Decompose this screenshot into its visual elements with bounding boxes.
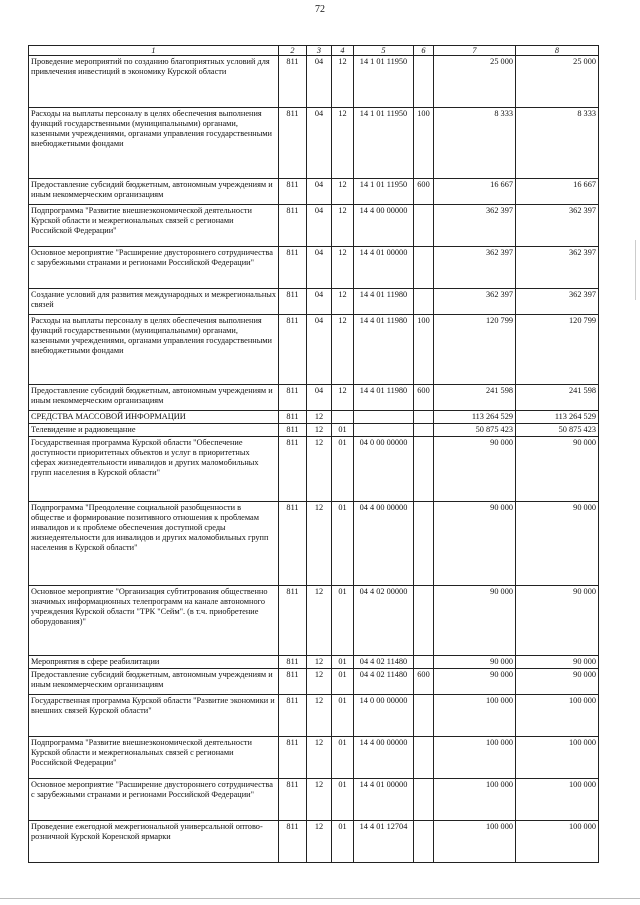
cell-name: Основное мероприятие "Расширение двустороннего сотрудничества с зарубежными странами и регионами Российской Федерации" bbox=[29, 779, 279, 821]
table-row bbox=[29, 656, 599, 669]
cell-subsection bbox=[332, 411, 354, 424]
cell-amount-approved: 8 333 bbox=[516, 108, 599, 179]
table-row bbox=[29, 437, 599, 502]
cell-amount-planned: 100 000 bbox=[434, 695, 516, 737]
cell-amount-planned: 362 397 bbox=[434, 289, 516, 315]
cell-subsection: 01 bbox=[332, 424, 354, 437]
cell-name: Проведение ежегодной межрегиональной универсальной оптово-розничной Курской Коренской ярмарки bbox=[29, 821, 279, 863]
cell-amount-planned: 8 333 bbox=[434, 108, 516, 179]
column-header: 3 bbox=[307, 46, 332, 56]
cell-target-article bbox=[354, 424, 414, 437]
cell-amount-planned: 362 397 bbox=[434, 205, 516, 247]
cell-section: 04 bbox=[307, 385, 332, 411]
cell-amount-planned: 113 264 529 bbox=[434, 411, 516, 424]
cell-subsection: 01 bbox=[332, 779, 354, 821]
cell-admin-code: 811 bbox=[279, 737, 307, 779]
cell-amount-approved: 100 000 bbox=[516, 737, 599, 779]
cell-expense-type: 600 bbox=[414, 669, 434, 695]
cell-subsection: 01 bbox=[332, 821, 354, 863]
cell-target-article: 14 1 01 11950 bbox=[354, 56, 414, 108]
cell-expense-type bbox=[414, 779, 434, 821]
cell-amount-approved: 90 000 bbox=[516, 437, 599, 502]
cell-target-article: 14 4 01 11980 bbox=[354, 289, 414, 315]
table-body bbox=[29, 56, 599, 863]
cell-amount-planned: 362 397 bbox=[434, 247, 516, 289]
cell-amount-planned: 120 799 bbox=[434, 315, 516, 385]
column-header: 1 bbox=[29, 46, 279, 56]
cell-target-article: 14 4 01 00000 bbox=[354, 779, 414, 821]
cell-subsection: 12 bbox=[332, 247, 354, 289]
cell-section: 04 bbox=[307, 108, 332, 179]
cell-target-article: 04 4 02 11480 bbox=[354, 656, 414, 669]
cell-amount-approved: 113 264 529 bbox=[516, 411, 599, 424]
cell-admin-code: 811 bbox=[279, 289, 307, 315]
cell-subsection: 01 bbox=[332, 656, 354, 669]
cell-expense-type: 100 bbox=[414, 108, 434, 179]
cell-target-article: 14 4 01 11980 bbox=[354, 385, 414, 411]
cell-name: Предоставление субсидий бюджетным, автономным учреждениям и иным некоммерческим организациям bbox=[29, 385, 279, 411]
cell-subsection: 01 bbox=[332, 502, 354, 586]
cell-section: 12 bbox=[307, 695, 332, 737]
cell-target-article: 04 4 02 00000 bbox=[354, 586, 414, 656]
cell-section: 04 bbox=[307, 56, 332, 108]
scan-edge-mark bbox=[635, 240, 636, 300]
cell-amount-approved: 50 875 423 bbox=[516, 424, 599, 437]
table-row bbox=[29, 56, 599, 108]
cell-amount-planned: 90 000 bbox=[434, 656, 516, 669]
cell-target-article: 14 4 00 00000 bbox=[354, 205, 414, 247]
cell-section: 04 bbox=[307, 205, 332, 247]
cell-amount-planned: 100 000 bbox=[434, 821, 516, 863]
cell-admin-code: 811 bbox=[279, 779, 307, 821]
cell-admin-code: 811 bbox=[279, 108, 307, 179]
cell-admin-code: 811 bbox=[279, 695, 307, 737]
table-row bbox=[29, 821, 599, 863]
cell-admin-code: 811 bbox=[279, 424, 307, 437]
cell-target-article: 04 4 02 11480 bbox=[354, 669, 414, 695]
cell-name: СРЕДСТВА МАССОВОЙ ИНФОРМАЦИИ bbox=[29, 411, 279, 424]
column-header: 8 bbox=[516, 46, 599, 56]
column-header: 6 bbox=[414, 46, 434, 56]
table-row bbox=[29, 424, 599, 437]
cell-section: 12 bbox=[307, 821, 332, 863]
cell-section: 12 bbox=[307, 737, 332, 779]
cell-admin-code: 811 bbox=[279, 586, 307, 656]
cell-amount-approved: 25 000 bbox=[516, 56, 599, 108]
cell-section: 04 bbox=[307, 289, 332, 315]
table-row bbox=[29, 695, 599, 737]
cell-amount-planned: 90 000 bbox=[434, 502, 516, 586]
cell-subsection: 01 bbox=[332, 737, 354, 779]
cell-target-article: 14 0 00 00000 bbox=[354, 695, 414, 737]
cell-amount-approved: 100 000 bbox=[516, 695, 599, 737]
cell-section: 12 bbox=[307, 586, 332, 656]
cell-section: 12 bbox=[307, 656, 332, 669]
table-row bbox=[29, 289, 599, 315]
cell-admin-code: 811 bbox=[279, 821, 307, 863]
cell-subsection: 12 bbox=[332, 179, 354, 205]
cell-target-article: 14 1 01 11950 bbox=[354, 108, 414, 179]
column-header: 5 bbox=[354, 46, 414, 56]
cell-expense-type bbox=[414, 289, 434, 315]
cell-name: Подпрограмма "Развитие внешнеэкономической деятельности Курской области и межрегиональных связей с регионами Российской Федерации" bbox=[29, 205, 279, 247]
cell-admin-code: 811 bbox=[279, 56, 307, 108]
cell-expense-type bbox=[414, 437, 434, 502]
cell-target-article: 14 1 01 11950 bbox=[354, 179, 414, 205]
cell-amount-approved: 362 397 bbox=[516, 205, 599, 247]
cell-amount-approved: 90 000 bbox=[516, 586, 599, 656]
cell-amount-planned: 90 000 bbox=[434, 437, 516, 502]
cell-amount-approved: 16 667 bbox=[516, 179, 599, 205]
cell-section: 12 bbox=[307, 502, 332, 586]
cell-amount-approved: 241 598 bbox=[516, 385, 599, 411]
cell-target-article: 04 4 00 00000 bbox=[354, 502, 414, 586]
cell-expense-type bbox=[414, 56, 434, 108]
table-row bbox=[29, 737, 599, 779]
cell-amount-approved: 100 000 bbox=[516, 821, 599, 863]
cell-expense-type bbox=[414, 737, 434, 779]
column-header: 7 bbox=[434, 46, 516, 56]
cell-section: 12 bbox=[307, 424, 332, 437]
table-row bbox=[29, 502, 599, 586]
cell-name: Телевидение и радиовещание bbox=[29, 424, 279, 437]
cell-admin-code: 811 bbox=[279, 385, 307, 411]
cell-subsection: 12 bbox=[332, 385, 354, 411]
cell-expense-type bbox=[414, 586, 434, 656]
column-header: 2 bbox=[279, 46, 307, 56]
cell-amount-planned: 50 875 423 bbox=[434, 424, 516, 437]
table-row bbox=[29, 779, 599, 821]
cell-expense-type bbox=[414, 695, 434, 737]
cell-expense-type bbox=[414, 411, 434, 424]
cell-target-article: 14 4 01 12704 bbox=[354, 821, 414, 863]
cell-expense-type bbox=[414, 424, 434, 437]
cell-amount-approved: 90 000 bbox=[516, 656, 599, 669]
cell-subsection: 01 bbox=[332, 695, 354, 737]
cell-target-article: 14 4 01 11980 bbox=[354, 315, 414, 385]
cell-amount-planned: 90 000 bbox=[434, 669, 516, 695]
cell-name: Подпрограмма "Преодоление социальной разобщенности в обществе и формирование позитивного отношения к проблемам инвалидов и к проблеме обеспечения доступной среды жизнедеятельности для инвалидов и других маломобильных групп населения в Курской области" bbox=[29, 502, 279, 586]
cell-admin-code: 811 bbox=[279, 502, 307, 586]
cell-subsection: 01 bbox=[332, 586, 354, 656]
cell-name: Государственная программа Курской области "Развитие экономики и внешних связей Курской области" bbox=[29, 695, 279, 737]
cell-amount-planned: 25 000 bbox=[434, 56, 516, 108]
cell-expense-type: 600 bbox=[414, 179, 434, 205]
cell-target-article: 14 4 01 00000 bbox=[354, 247, 414, 289]
cell-amount-approved: 120 799 bbox=[516, 315, 599, 385]
cell-subsection: 12 bbox=[332, 205, 354, 247]
cell-admin-code: 811 bbox=[279, 656, 307, 669]
cell-target-article: 04 0 00 00000 bbox=[354, 437, 414, 502]
table-row bbox=[29, 385, 599, 411]
cell-admin-code: 811 bbox=[279, 437, 307, 502]
cell-section: 04 bbox=[307, 315, 332, 385]
cell-amount-planned: 100 000 bbox=[434, 779, 516, 821]
cell-name: Подпрограмма "Развитие внешнеэкономической деятельности Курской области и межрегиональных связей с регионами Российской Федерации" bbox=[29, 737, 279, 779]
cell-admin-code: 811 bbox=[279, 315, 307, 385]
cell-admin-code: 811 bbox=[279, 179, 307, 205]
budget-table bbox=[28, 45, 599, 863]
table-row bbox=[29, 315, 599, 385]
cell-admin-code: 811 bbox=[279, 247, 307, 289]
cell-amount-approved: 90 000 bbox=[516, 669, 599, 695]
cell-amount-approved: 90 000 bbox=[516, 502, 599, 586]
cell-section: 12 bbox=[307, 669, 332, 695]
cell-expense-type bbox=[414, 247, 434, 289]
cell-name: Расходы на выплаты персоналу в целях обеспечения выполнения функций государственными (муниципальными) органами, казенными учреждениями, органами управления государственными внебюджетными фондами bbox=[29, 315, 279, 385]
cell-name: Основное мероприятие "Организация субтитрования общественно значимых информационных телепрограмм на канале автономного учреждения Курской области "ТРК "Сейм". (в т.ч. приобретение оборудования)" bbox=[29, 586, 279, 656]
cell-section: 04 bbox=[307, 179, 332, 205]
table-row bbox=[29, 108, 599, 179]
cell-subsection: 12 bbox=[332, 108, 354, 179]
cell-amount-planned: 16 667 bbox=[434, 179, 516, 205]
cell-admin-code: 811 bbox=[279, 411, 307, 424]
cell-amount-planned: 90 000 bbox=[434, 586, 516, 656]
cell-subsection: 01 bbox=[332, 669, 354, 695]
cell-name: Основное мероприятие "Расширение двустороннего сотрудничества с зарубежными странами и регионами Российской Федерации" bbox=[29, 247, 279, 289]
cell-amount-planned: 241 598 bbox=[434, 385, 516, 411]
cell-expense-type bbox=[414, 656, 434, 669]
cell-target-article: 14 4 00 00000 bbox=[354, 737, 414, 779]
cell-amount-planned: 100 000 bbox=[434, 737, 516, 779]
scan-bottom-edge bbox=[0, 898, 640, 899]
cell-target-article bbox=[354, 411, 414, 424]
page-number: 72 bbox=[315, 4, 325, 15]
column-header: 4 bbox=[332, 46, 354, 56]
cell-name: Предоставление субсидий бюджетным, автономным учреждениям и иным некоммерческим организациям bbox=[29, 669, 279, 695]
cell-amount-approved: 100 000 bbox=[516, 779, 599, 821]
cell-section: 04 bbox=[307, 247, 332, 289]
cell-expense-type bbox=[414, 205, 434, 247]
table-row bbox=[29, 586, 599, 656]
cell-subsection: 12 bbox=[332, 315, 354, 385]
cell-name: Предоставление субсидий бюджетным, автономным учреждениям и иным некоммерческим организациям bbox=[29, 179, 279, 205]
table-row bbox=[29, 247, 599, 289]
cell-expense-type: 600 bbox=[414, 385, 434, 411]
cell-expense-type bbox=[414, 821, 434, 863]
cell-admin-code: 811 bbox=[279, 669, 307, 695]
cell-amount-approved: 362 397 bbox=[516, 247, 599, 289]
cell-section: 12 bbox=[307, 779, 332, 821]
cell-name: Мероприятия в сфере реабилитации bbox=[29, 656, 279, 669]
cell-name: Проведение мероприятий по созданию благоприятных условий для привлечения инвестиций в экономику Курской области bbox=[29, 56, 279, 108]
cell-name: Расходы на выплаты персоналу в целях обеспечения выполнения функций государственными (муниципальными) органами, казенными учреждениями, органами управления государственными внебюджетными фондами bbox=[29, 108, 279, 179]
cell-section: 12 bbox=[307, 437, 332, 502]
cell-expense-type: 100 bbox=[414, 315, 434, 385]
cell-name: Государственная программа Курской области "Обеспечение доступности приоритетных объектов и услуг в приоритетных сферах жизнедеятельности инвалидов и других маломобильных групп населения в Курской области" bbox=[29, 437, 279, 502]
cell-subsection: 01 bbox=[332, 437, 354, 502]
cell-admin-code: 811 bbox=[279, 205, 307, 247]
cell-expense-type bbox=[414, 502, 434, 586]
cell-subsection: 12 bbox=[332, 289, 354, 315]
table-row bbox=[29, 179, 599, 205]
cell-amount-approved: 362 397 bbox=[516, 289, 599, 315]
table-row bbox=[29, 411, 599, 424]
cell-subsection: 12 bbox=[332, 56, 354, 108]
cell-name: Создание условий для развития международных и межрегиональных связей bbox=[29, 289, 279, 315]
table-row bbox=[29, 205, 599, 247]
table-row bbox=[29, 669, 599, 695]
header-row bbox=[29, 46, 599, 56]
cell-section: 12 bbox=[307, 411, 332, 424]
